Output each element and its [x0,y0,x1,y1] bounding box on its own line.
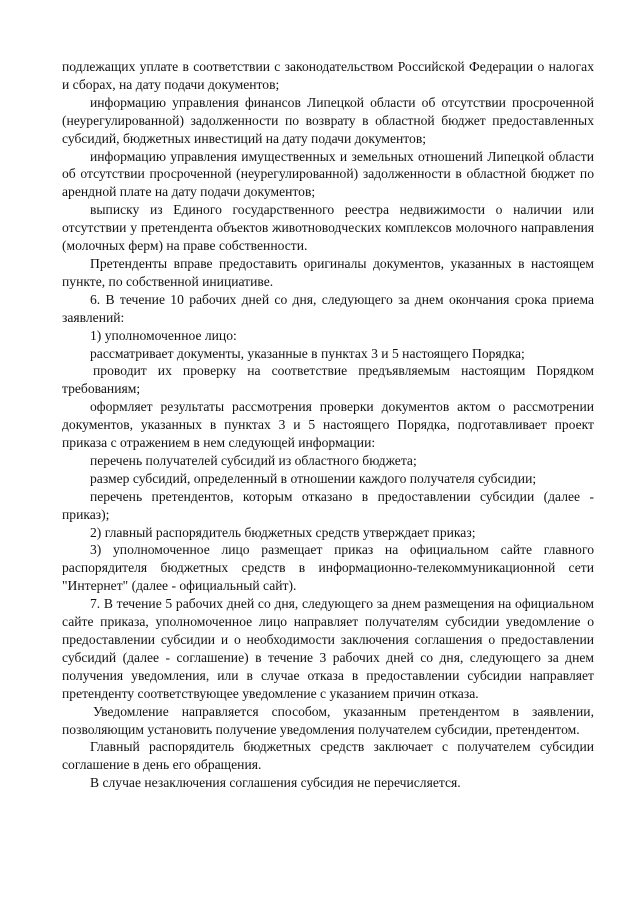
paragraph-10: оформляет результаты рассмотрения проверки документов актом о рассмотрении документов, указанных в пунктах 3 и 5 настоящего Порядка, подготавливает проект приказа с отражением в нем следующей информации: [62,399,594,451]
paragraph-19: В случае незаключения соглашения субсидия не перечисляется. [90,775,461,791]
paragraph-6: 6. В течение 10 рабочих дней со дня, следующего за днем окончания срока приема заявлений: [62,291,594,325]
paragraph-15: 3) уполномоченное лицо размещает приказ на официальном сайте главного распорядителя бюджетных средств в информационно-телекоммуникационной сети "Интернет" (далее - официальный сайт). [62,542,594,594]
paragraph-14: 2) главный распорядитель бюджетных средств утверждает приказ; [90,524,476,540]
paragraph-18: Главный распорядитель бюджетных средств заключает с получателем субсидии соглашение в день его обращения. [62,739,594,773]
paragraph-8: рассматривает документы, указанные в пунктах 3 и 5 настоящего Порядка; [90,345,525,361]
paragraph-11: перечень получателей субсидий из областного бюджета; [90,452,417,468]
paragraph-12: размер субсидий, определенный в отношении каждого получателя субсидии; [90,470,537,486]
paragraph-5: Претенденты вправе предоставить оригиналы документов, указанных в настоящем пункте, по собственной инициативе. [62,255,594,289]
document-page [62,58,594,792]
paragraph-17: Уведомление направляется способом, указанным претендентом в заявлении, позволяющим установить получение уведомления получателем субсидии, претендентом. [62,703,594,737]
paragraph-4: выписку из Единого государственного реестра недвижимости о наличии или отсутствии у претендента объектов животноводческих комплексов молочного направления (молочных ферм) на праве собственности. [62,202,594,254]
paragraph-7: 1) уполномоченное лицо: [90,327,237,343]
paragraph-13: перечень претендентов, которым отказано в предоставлении субсидии (далее - приказ); [62,488,594,522]
paragraph-16: 7. В течение 5 рабочих дней со дня, следующего за днем размещения на официальном сайте приказа, уполномоченное лицо направляет получателям субсидии уведомление о предоставлении субсидии и о необходимости заключения соглашения о предоставлении субсидий (далее - соглашение) в течение 3 рабочих дней со дня, следующего за днем получения уведомления, или в случае отказа в предоставлении субсидии направляет претенденту соответствующее уведомление с указанием причин отказа. [62,596,594,701]
paragraph-3: информацию управления имущественных и земельных отношений Липецкой области об отсутствии просроченной (неурегулированной) задолженности в областной бюджет по арендной плате на дату подачи документов; [62,148,594,200]
paragraph-1: подлежащих уплате в соответствии с законодательством Российской Федерации о налогах и сборах, на дату подачи документов; [62,59,594,92]
paragraph-2: информацию управления финансов Липецкой области об отсутствии просроченной (неурегулированной) задолженности по возврату в областной бюджет предоставленных субсидий, бюджетных инвестиций на дату подачи документов; [62,94,594,146]
paragraph-9: проводит их проверку на соответствие предъявляемым настоящим Порядком требованиям; [62,363,594,397]
